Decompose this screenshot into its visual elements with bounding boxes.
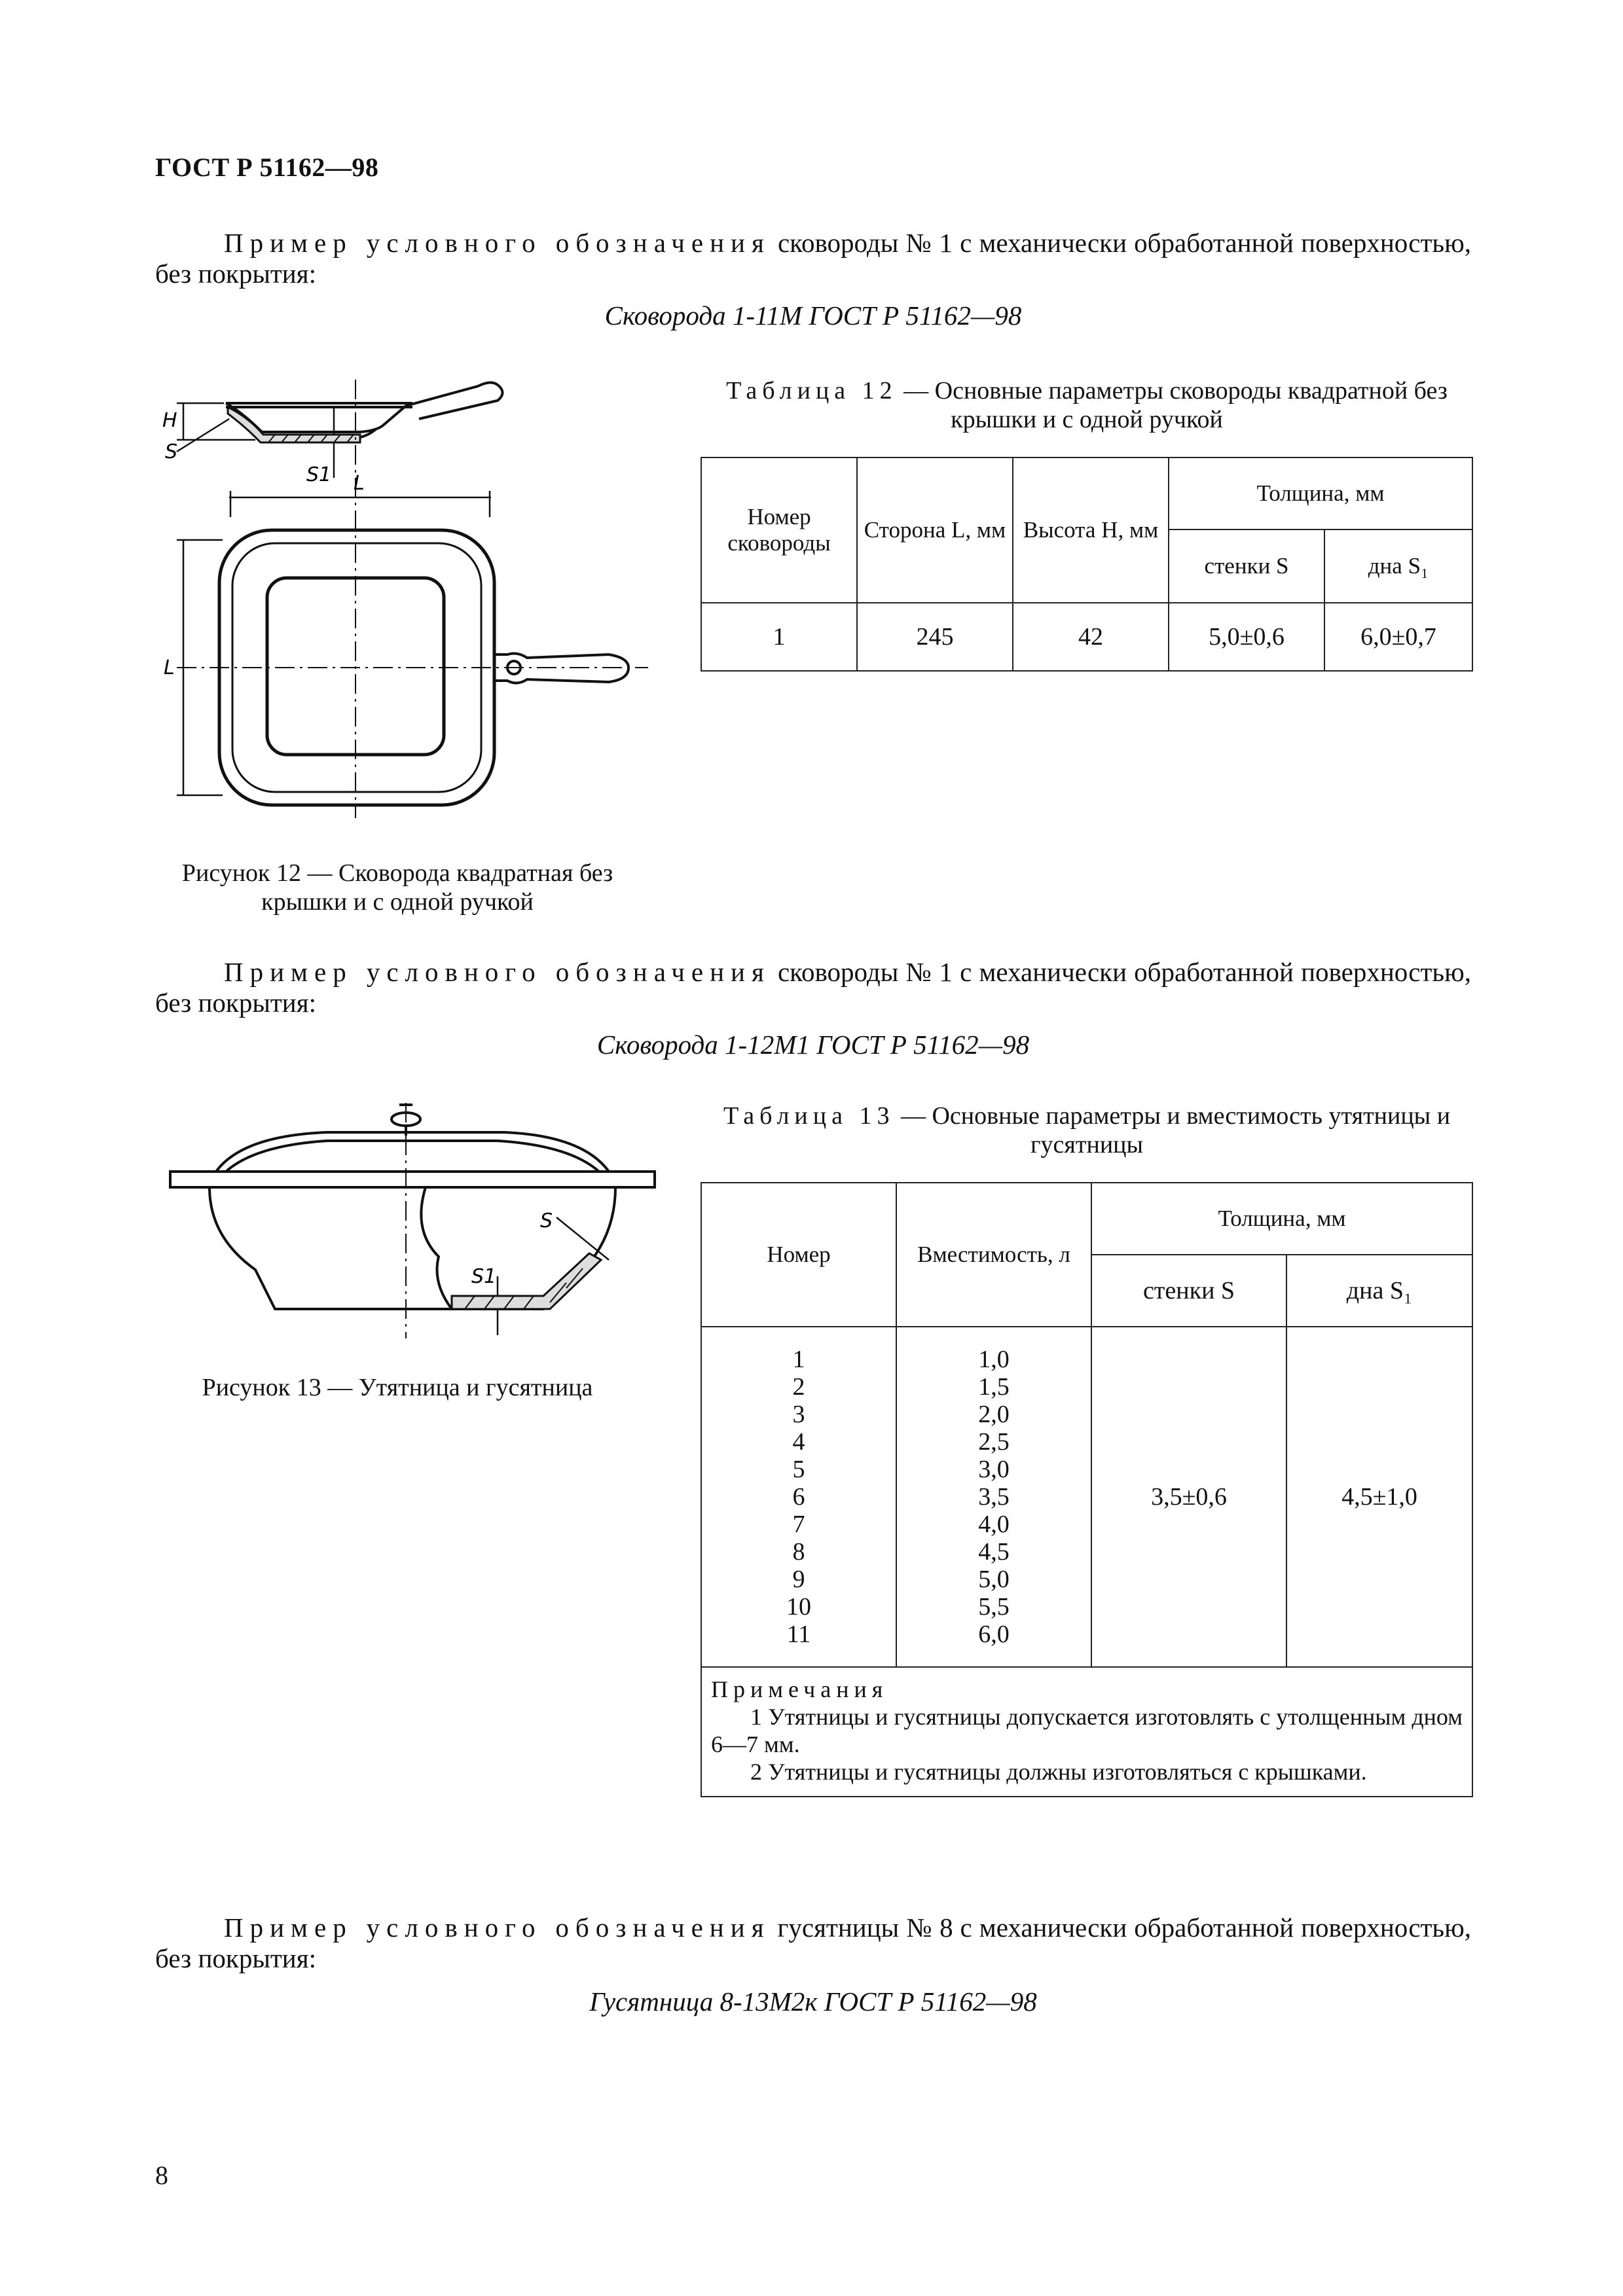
list-item: 8 xyxy=(792,1538,805,1566)
header-bottom: дна S₁ xyxy=(1324,529,1472,603)
list-item: 1,0 xyxy=(978,1346,1010,1373)
header-thickness: Толщина, мм xyxy=(1169,457,1472,529)
list-item: 10 xyxy=(786,1593,811,1621)
header-bottom: дна S₁ xyxy=(1286,1255,1472,1327)
cell-wall: 5,0±0,6 xyxy=(1169,603,1324,671)
figure-13-caption: Рисунок 13 — Утятница и гусятница xyxy=(202,1374,593,1401)
list-item: 4 xyxy=(792,1428,805,1456)
example-lead: Пример условного обозначения xyxy=(224,228,771,258)
table-13-notes xyxy=(701,1667,1472,1797)
list-item: 5 xyxy=(792,1456,805,1483)
list-item: 3,5 xyxy=(978,1483,1010,1511)
list-item: 4,5 xyxy=(978,1538,1010,1566)
dim-label-s1: S1 xyxy=(306,463,332,486)
table-12 xyxy=(701,457,1473,672)
list-item: 1,5 xyxy=(978,1373,1010,1401)
list-item: 7 xyxy=(792,1511,805,1538)
cell-bottom: 4,5±1,0 xyxy=(1286,1327,1472,1667)
figure-13-drawing xyxy=(164,1100,661,1342)
designation-1: Сковорода 1-11М ГОСТ Р 51162—98 xyxy=(604,300,1022,331)
list-item: 2,5 xyxy=(978,1428,1010,1456)
pan-section-hatch xyxy=(228,407,360,442)
table-13 xyxy=(701,1182,1473,1797)
list-item: 9 xyxy=(792,1566,805,1593)
document-header: ГОСТ Р 51162—98 xyxy=(155,152,379,182)
example-lead: Пример условного обозначения xyxy=(224,957,771,987)
pan-side-view xyxy=(226,382,503,439)
list-item: 2,0 xyxy=(978,1401,1010,1428)
table-12-label: Таблица 12 xyxy=(726,377,898,404)
example-text: сковороды № 1 с механически обработанной поверхностью, без покрытия: xyxy=(155,228,1471,289)
header-height: Высота H, мм xyxy=(1013,457,1169,603)
list-item: 5,5 xyxy=(978,1593,1010,1621)
table-13-caption xyxy=(701,1102,1473,1159)
list-item: 4,0 xyxy=(978,1511,1010,1538)
list-item: 3,0 xyxy=(978,1456,1010,1483)
designation-3: Гусятница 8-13М2к ГОСТ Р 51162—98 xyxy=(589,1986,1037,2017)
roaster-wall-dimension xyxy=(556,1217,609,1260)
figure-12-drawing xyxy=(151,367,648,825)
cell-bottom: 6,0±0,7 xyxy=(1324,603,1472,671)
cell-height: 42 xyxy=(1013,603,1169,671)
cell-side: 245 xyxy=(857,603,1013,671)
dim-label-l-top: L xyxy=(354,472,365,495)
dim-label-h: H xyxy=(162,409,177,432)
header-wall: стенки S xyxy=(1091,1255,1286,1327)
example-paragraph-2 xyxy=(155,957,1471,1018)
list-item: 1 xyxy=(792,1346,805,1373)
header-wall: стенки S xyxy=(1169,529,1324,603)
roaster-lid xyxy=(216,1105,609,1172)
example-text: гусятницы № 8 с механически обработанной поверхностью, без покрытия: xyxy=(155,1912,1472,1973)
dim-label-s-roaster: S xyxy=(540,1210,553,1232)
roaster-body xyxy=(170,1172,655,1309)
example-paragraph-3 xyxy=(155,1912,1471,1974)
dim-label-s: S xyxy=(165,440,178,463)
notes-heading: Примечания xyxy=(711,1676,888,1702)
table-12-caption xyxy=(701,376,1473,434)
figure-12-caption: Рисунок 12 — Сковорода квадратная без крышки и с одной ручкой xyxy=(181,859,613,916)
header-capacity: Вместимость, л xyxy=(896,1183,1091,1327)
cell-number: 1 xyxy=(701,603,857,671)
table-13-title: — Основные параметры и вместимость утятницы и гусятницы xyxy=(894,1102,1451,1158)
example-paragraph-1 xyxy=(155,228,1471,289)
designation-2: Сковорода 1-12М1 ГОСТ Р 51162—98 xyxy=(596,1030,1030,1060)
list-item: 3 xyxy=(792,1401,805,1428)
example-lead: Пример условного обозначения xyxy=(224,1912,771,1943)
list-item: 11 xyxy=(786,1621,811,1648)
list-item: 5,0 xyxy=(978,1566,1010,1593)
dim-label-l-left: L xyxy=(164,656,175,679)
capacities-column xyxy=(896,1327,1091,1667)
dim-label-s1-roaster: S1 xyxy=(471,1265,497,1288)
list-item: 2 xyxy=(792,1373,805,1401)
note-1: 1 Утятницы и гусятницы допускается изготовлять с утолщенным дном 6—7 мм. xyxy=(711,1704,1463,1757)
list-item: 6,0 xyxy=(978,1621,1010,1648)
header-number: Номер xyxy=(701,1183,896,1327)
page-number: 8 xyxy=(155,2161,168,2190)
numbers-column xyxy=(701,1327,896,1667)
table-13-label: Таблица 13 xyxy=(723,1102,895,1130)
header-number: Номер сковороды xyxy=(701,457,857,603)
example-text: сковороды № 1 с механически обработанной поверхностью, без покрытия: xyxy=(155,957,1471,1018)
table-12-title: — Основные параметры сковороды квадратной без крышки и с одной ручкой xyxy=(897,377,1448,433)
top-side-dimension xyxy=(229,491,491,517)
header-side: Сторона L, мм xyxy=(857,457,1013,603)
header-thickness: Толщина, мм xyxy=(1091,1183,1472,1255)
list-item: 6 xyxy=(792,1483,805,1511)
cell-wall: 3,5±0,6 xyxy=(1091,1327,1286,1667)
note-2: 2 Утятницы и гусятницы должны изготовляться с крышками. xyxy=(750,1759,1367,1785)
